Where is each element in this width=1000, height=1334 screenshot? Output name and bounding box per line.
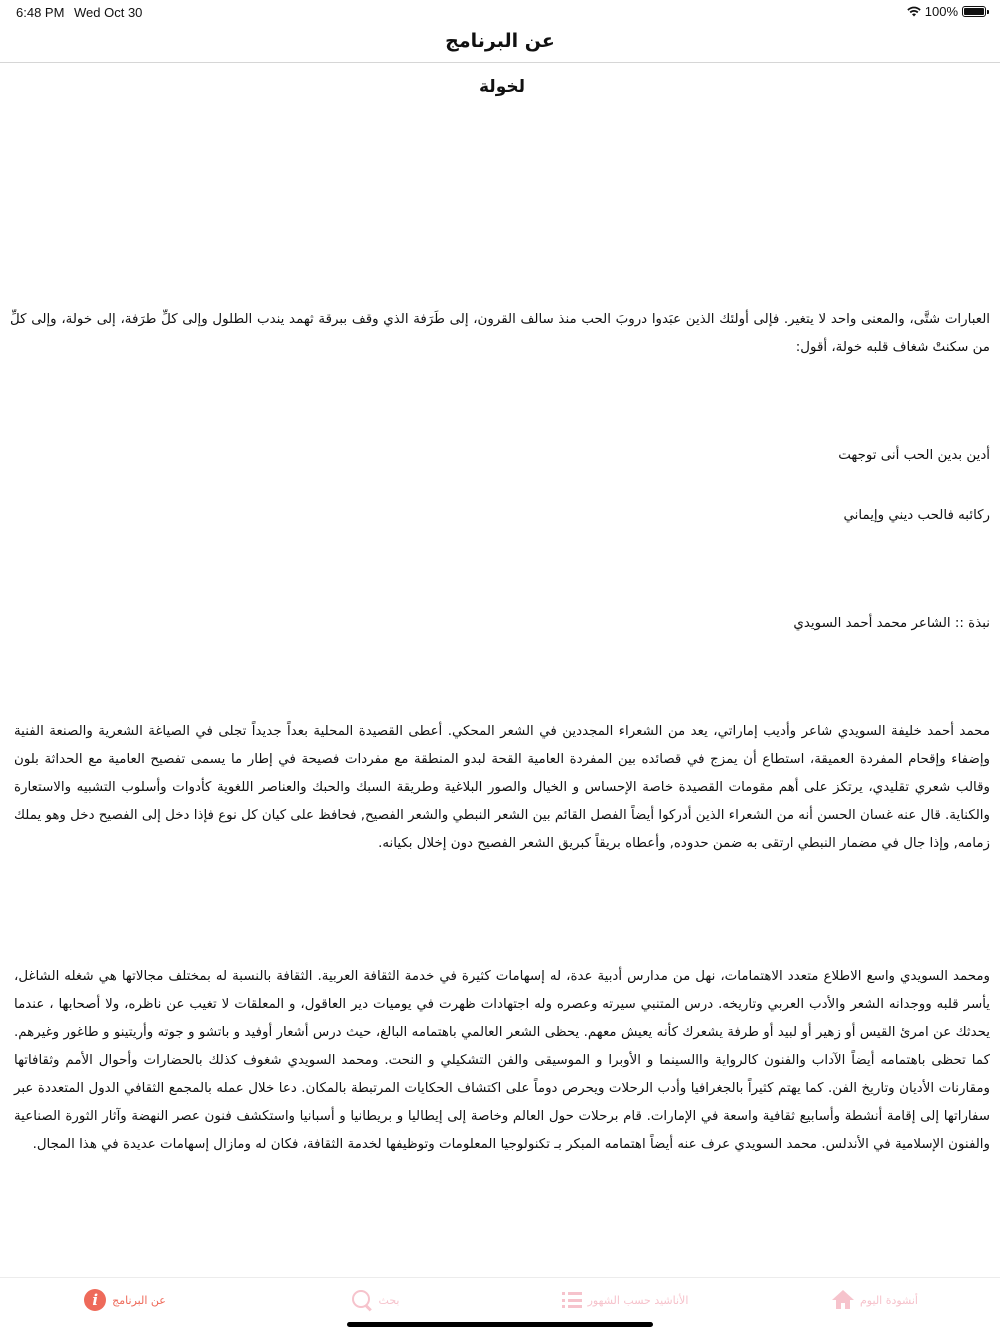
navigation-bar xyxy=(0,24,1000,63)
biography-paragraph-1: محمد أحمد خليفة السويدي شاعر وأديب إماراتي، يعد من الشعراء المجددين في الشعر المحكي. أعطى القصيدة المحلية بعداً جديداً تجلى في الصياغة الشعرية والصنعة الفنية وإضفاء وإقحام المفردة العميقة، استطاع أن يمزج في قصائده بين المفردة العامية القحة لبدو المنطقة مع مفردات فصيحة في إطار ما يسمى تفصيح العامية مع الحداثة بلون وقالب شعري تقليدي، يرتكز على أهم مقومات القصيدة خاصة الإحساس و الخيال والصور البلاغية وطريقة السبك والحبك والعناصر اللغوية كأدوات وأسلوب التشبيه والاستعارة والكناية. قال عنه غسان الحسن أنه من الشعراء الذين أدركوا أيضاً الفصل القائم بين الشعر النبطي والشعر الفصيح, فحافظ على كيان كل نوع فإذا دخل إلى الفصيح دخل وهو يملك زمامه, وإذا جال في مضمار النبطي ارتقى به ضمن حدوده, وأعطاه بريقاً كبريق الشعر الفصيح دون إخلال بكيانه. xyxy=(14,724,990,851)
tab-about[interactable] xyxy=(0,1278,250,1322)
page-title: عن البرنامج xyxy=(445,30,555,52)
status-bar xyxy=(0,0,1000,24)
search-icon xyxy=(351,1289,373,1311)
intro-paragraph: العبارات شتَّى، والمعنى واحد لا يتغير. فإلى أولئك الذين عبَدوا دروبَ الحب منذ سالف القرون، إلى طَرَفة الذي وقف ببرقة ثهمد يندب الطلول وإلى كلِّ طرَفة، إلى خولة، وإلى كلِّ من سكنتْ شغاف قلبه خولة، أقول: xyxy=(10,312,990,355)
info-icon: i xyxy=(84,1289,106,1311)
tab-label: أنشودة اليوم xyxy=(860,1293,918,1307)
battery-percent: 100% xyxy=(924,4,958,19)
tab-label: بحث xyxy=(378,1293,400,1307)
tab-label: الأناشيد حسب الشهور xyxy=(587,1293,689,1307)
verse-line-1: أدين بدين الحب أنى توجهت xyxy=(838,448,990,463)
content-scroll-area[interactable] xyxy=(0,63,1000,1278)
battery-fill xyxy=(964,8,984,15)
biography-heading: نبذة :: الشاعر محمد أحمد السويدي xyxy=(793,616,990,631)
tab-song-of-the-day[interactable] xyxy=(750,1278,1000,1322)
status-date: Wed Oct 30 xyxy=(74,5,143,20)
wifi-icon xyxy=(907,6,921,17)
battery-icon xyxy=(962,6,986,17)
status-indicators xyxy=(907,4,986,19)
tab-search[interactable] xyxy=(250,1278,500,1322)
home-icon xyxy=(832,1290,854,1310)
list-icon xyxy=(562,1292,582,1308)
poem-title: لخولة xyxy=(479,77,525,97)
verse-line-2: ركائبه فالحب ديني وإيماني xyxy=(843,508,990,523)
tab-label: عن البرنامج xyxy=(112,1293,166,1307)
home-indicator[interactable] xyxy=(347,1322,653,1327)
status-time: 6:48 PM xyxy=(16,5,65,20)
biography-paragraph-2: ومحمد السويدي واسع الاطلاع متعدد الاهتمامات، نهل من مدارس أدبية عدة، له إسهامات كثيرة في خدمة الثقافة العربية. الثقافة بالنسبة له بمختلف مجالاتها هي شغله الشاغل، يأسر قلبه ووجدانه الشعر والأدب العربي وتاريخه. درس المتنبي سيرته وعصره وله اجتهادات ظهرت في يوميات دير العاقول، و المعلقات لا تغيب عن ناظره، ولا أصحابها ، عندما يحدثك عن امرئ القيس أو زهير أو لبيد أو طرفة يشعرك كأنه يعيش معهم. يحظى الشعر العالمي باهتمامه البالغ، حيث درس أشعار أوفيد و باتشو و جوته وأريتينو و طاغور وغيرهم. كما تحظى باهتمامه أيضاً الآداب والفنون كالرواية واالسينما و الأوبرا و الموسيقى والفن التشكيلي و النحت. ومحمد السويدي شغوف كذلك بالحضارات وأحوال الأمم وثقافاتها ومقارنات الأديان وتاريخ الفن. كما يهتم كثيراً بالجغرافيا وأدب الرحلات ويحرص دوماً على اكتشاف الحكايات المرتبطة بالمكان. دعا خلال عمله بالمجمع الثقافي الدول المتعددة عبر سفاراتها إلى إقامة أنشطة وأسابيع ثقافية واسعة في الإمارات. قام برحلات حول العالم وخاصة إلى إيطاليا و بريطانيا و أسبانيا واستكشف فنون عصر النهضة وآثار الثورة الصناعية والفنون الإسلامية في الأندلس. محمد السويدي عرف عنه أيضاً اهتمامه المبكر بـ تكنولوجيا المعلومات وتوظيفها لخدمة الثقافة، فكان له ومازال إسهامات عديدة في هذا المجال. xyxy=(14,969,990,1152)
battery-tip xyxy=(987,10,989,14)
tab-songs-by-month[interactable] xyxy=(500,1278,750,1322)
